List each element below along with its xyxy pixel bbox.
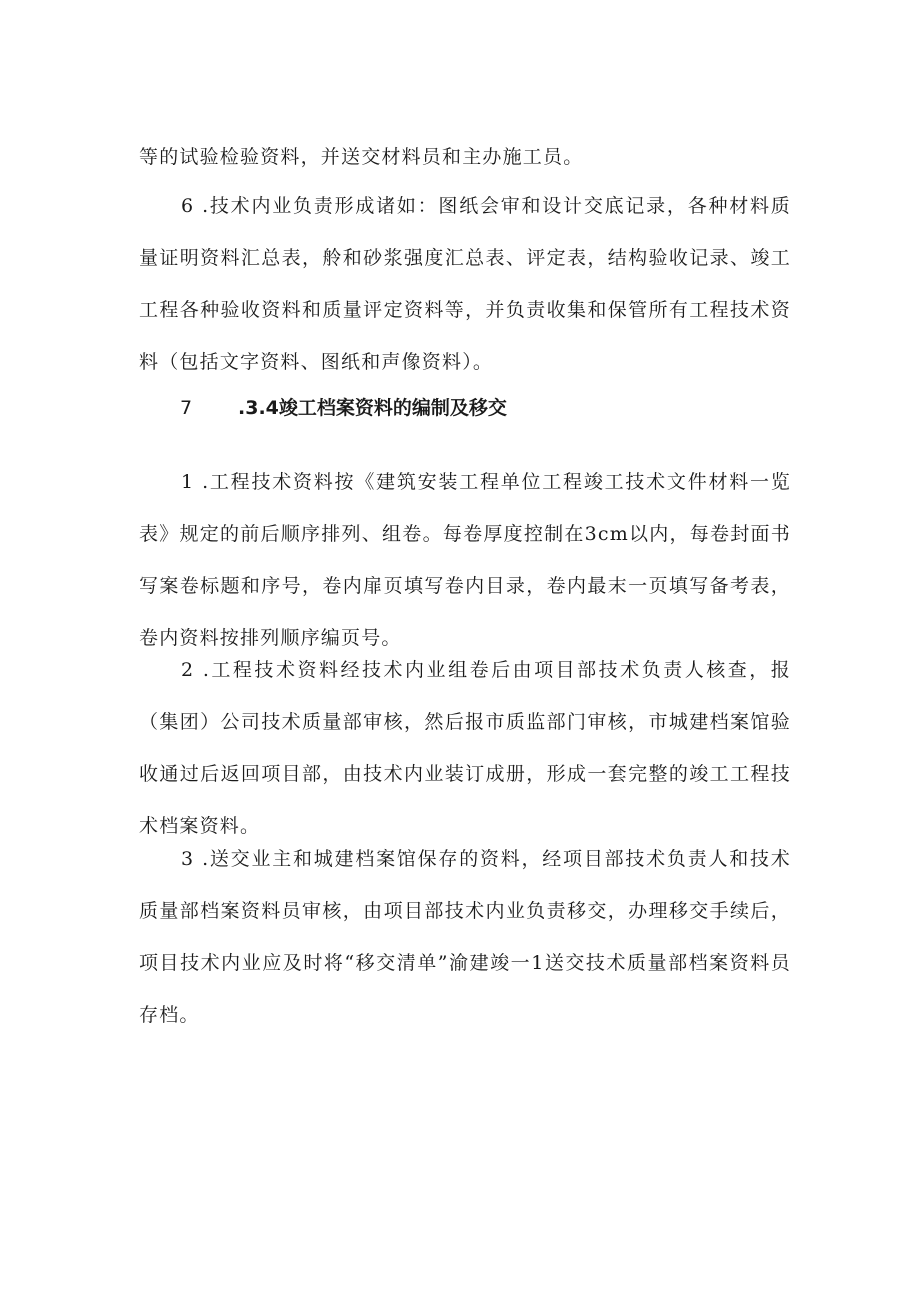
paragraph-item-2: 2 .工程技术资料经技术内业组卷后由项目部技术负责人核查，报（集团）公司技术质量部审核，然后报市质监部门审核，市城建档案馆验收通过后返回项目部，由技术内业装订成册，形成一套完整的竣工工程技术档案资料。 [139, 659, 791, 837]
section-title: .3.4竣工档案资料的编制及移交 [238, 397, 507, 419]
paragraph-item-3: 3 .送交业主和城建档案馆保存的资料，经项目部技术负责人和技术质量部档案资料员审核，由项目部技术内业负责移交，办理移交手续后，项目技术内业应及时将“移交清单”渝建竣一1送交技术质量部档案资料员存档。 [139, 848, 791, 1026]
section-number: 7 [180, 397, 193, 419]
paragraph-item-6: 6 .技术内业负责形成诸如：图纸会审和设计交底记录，各种材料质量证明资料汇总表，舲和砂浆强度汇总表、评定表，结构验收记录、竣工工程各种验收资料和质量评定资料等，并负责收集和保管所有工程技术资料（包括文字资料、图纸和声像资料）。 [139, 195, 791, 373]
paragraph-continuation: 等的试验检验资料，并送交材料员和主办施工员。 [139, 146, 584, 168]
section-heading [180, 382, 507, 434]
paragraph-item-1: 1 .工程技术资料按《建筑安装工程单位工程竣工技术文件材料一览表》规定的前后顺序排列、组卷。每卷厚度控制在3cm以内，每卷封面书写案卷标题和序号，卷内扉页填写卷内目录，卷内最末一页填写备考表，卷内资料按排列顺序编页号。 [139, 471, 791, 649]
